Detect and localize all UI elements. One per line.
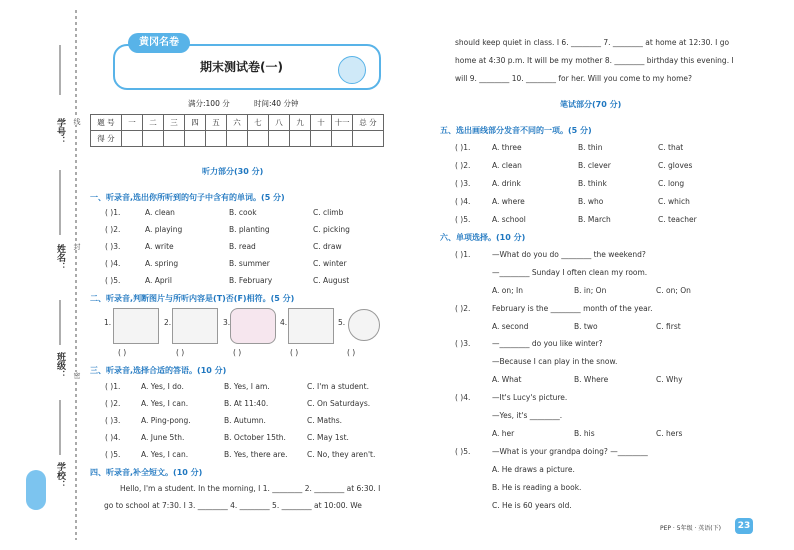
exam-time: 时间:40 分钟 (254, 99, 299, 108)
option-b: B. October 15th. (224, 433, 286, 442)
written-title: 笔试部分(70 分) (560, 100, 622, 109)
option-a: A. Yes, I do. (141, 382, 184, 391)
option-a: A. clean (492, 161, 522, 170)
option-a: A. He draws a picture. (492, 465, 575, 474)
option-c: C. that (658, 143, 684, 152)
option-b: B. At 11:40. (224, 399, 269, 408)
option-b: B. He is reading a book. (492, 483, 582, 492)
passage-line: will 9. ________ 10. ________ for her. Will you come to my home? (455, 74, 692, 83)
score-input-cell[interactable] (206, 131, 227, 147)
answer-blank[interactable]: ( ) (176, 348, 185, 357)
q-number: ( )1. (105, 208, 121, 217)
option-c: C. I'm a student. (307, 382, 370, 391)
q-number: ( )3. (105, 242, 121, 251)
mascot-pencil-icon (26, 470, 46, 510)
q-number: ( )3. (455, 339, 471, 348)
option-a: A. playing (145, 225, 183, 234)
q-number: ( )4. (105, 433, 121, 442)
rabbit-mascot-icon (338, 56, 366, 84)
score-cell: 四 (185, 115, 206, 131)
score-input-cell[interactable] (185, 131, 206, 147)
option-c: C. climb (313, 208, 344, 217)
option-c: C. gloves (658, 161, 693, 170)
question-line: February is the ________ month of the year. (492, 304, 653, 313)
q-number: ( )4. (105, 259, 121, 268)
q-number: ( )2. (455, 304, 471, 313)
q-number: ( )1. (455, 143, 471, 152)
full-score: 满分:100 分 (188, 99, 230, 108)
picture-girl-winter-icon (230, 308, 276, 344)
score-table (90, 114, 384, 147)
exam-title: 期末测试卷(一) (200, 60, 283, 74)
brand-badge: 黄冈名卷 (128, 33, 190, 53)
option-a: A. What (492, 375, 522, 384)
question-line: —________ do you like winter? (492, 339, 603, 348)
option-c: C. He is 60 years old. (492, 501, 572, 510)
option-c: C. Maths. (307, 416, 343, 425)
option-a: A. Yes, I can. (141, 399, 189, 408)
option-c: C. teacher (658, 215, 697, 224)
q-number: ( )5. (105, 276, 121, 285)
score-cell: 八 (269, 115, 290, 131)
pic-number: 2. (164, 318, 172, 327)
option-c: C. hers (656, 429, 683, 438)
option-b: B. who (578, 197, 604, 206)
score-cell: 三 (164, 115, 185, 131)
listening-title: 听力部分(30 分) (202, 167, 264, 176)
option-c: C. long (658, 179, 685, 188)
option-b: B. think (578, 179, 607, 188)
question-line: —Because I can play in the snow. (492, 357, 618, 366)
score-cell: 二 (143, 115, 164, 131)
seal-secret-mark: 密 (73, 372, 81, 379)
score-input-cell[interactable] (332, 131, 353, 147)
score-input-cell[interactable] (164, 131, 185, 147)
score-input-cell[interactable] (269, 131, 290, 147)
page-number: 23 (735, 518, 753, 534)
option-a: A. school (492, 215, 526, 224)
q-number: ( )1. (455, 250, 471, 259)
option-a: A. three (492, 143, 522, 152)
option-a: A. clean (145, 208, 175, 217)
class-label: 班级： (55, 352, 65, 379)
q-number: ( )4. (455, 393, 471, 402)
score-cell: 六 (227, 115, 248, 131)
answer-blank[interactable]: ( ) (290, 348, 299, 357)
score-input-cell[interactable] (143, 131, 164, 147)
section4-heading: 四、听录音,补全短文。(10 分) (90, 468, 203, 477)
option-a: A. June 5th. (141, 433, 185, 442)
option-b: B. planting (229, 225, 270, 234)
option-b: B. Where (574, 375, 609, 384)
option-c: C. picking (313, 225, 350, 234)
score-cell: 七 (248, 115, 269, 131)
q-number: ( )1. (105, 382, 121, 391)
score-cell: 九 (290, 115, 311, 131)
option-b: B. Yes, there are. (224, 450, 288, 459)
question-line: —It's Lucy's picture. (492, 393, 568, 402)
binding-lines (0, 0, 82, 550)
picture-reading-bed-icon (288, 308, 334, 344)
option-c: C. which (658, 197, 690, 206)
q-number: ( )3. (105, 416, 121, 425)
passage-line: should keep quiet in class. I 6. ________ 7. ________ at home at 12:30. I go (455, 38, 730, 47)
score-cell: 五 (206, 115, 227, 131)
score-input-cell[interactable] (353, 131, 384, 147)
score-table-header-row (91, 115, 384, 131)
option-b: B. in; On (574, 286, 607, 295)
answer-blank[interactable]: ( ) (347, 348, 356, 357)
q-number: ( )4. (455, 197, 471, 206)
q-number: ( )5. (455, 215, 471, 224)
option-b: B. summer (229, 259, 270, 268)
section1-heading: 一、听录音,选出你所听到的句子中含有的单词。(5 分) (90, 193, 285, 202)
option-a: A. April (145, 276, 172, 285)
seal-seal-mark: 封 (73, 243, 81, 250)
option-b: B. Yes, I am. (224, 382, 270, 391)
option-a: A. drink (492, 179, 521, 188)
option-b: B. read (229, 242, 256, 251)
answer-blank[interactable]: ( ) (233, 348, 242, 357)
score-cell: 题 号 (91, 115, 122, 131)
section3-heading: 三、听录音,选择合适的答语。(10 分) (90, 366, 227, 375)
picture-people-climbing-icon (172, 308, 218, 344)
score-input-cell[interactable] (290, 131, 311, 147)
pic-number: 5. (338, 318, 346, 327)
option-c: C. May 1st. (307, 433, 349, 442)
score-input-cell[interactable] (311, 131, 332, 147)
option-b: B. March (578, 215, 611, 224)
passage-line: go to school at 7:30. I 3. ________ 4. ________ 5. ________ at 10:00. We (104, 501, 362, 510)
passage-line: Hello, I'm a student. In the morning, I 1. ________ 2. ________ at 6:30. I (120, 484, 381, 493)
name-label: 姓名： (55, 244, 65, 271)
school-label: 学校： (55, 462, 65, 489)
q-number: ( )2. (455, 161, 471, 170)
question-line: —Yes, it's ________. (492, 411, 563, 420)
option-a: A. spring (145, 259, 179, 268)
option-a: A. write (145, 242, 174, 251)
q-number: ( )3. (455, 179, 471, 188)
q-number: ( )2. (105, 399, 121, 408)
seal-line-mark: 线 (73, 118, 81, 125)
option-a: A. Yes, I can. (141, 450, 189, 459)
section2-heading: 二、听录音,判断图片与所听内容是(T)否(F)相符。(5 分) (90, 294, 295, 303)
question-line: —________ Sunday I often clean my room. (492, 268, 648, 277)
option-b: B. cook (229, 208, 257, 217)
score-cell: 总 分 (353, 115, 384, 131)
option-c: C. draw (313, 242, 342, 251)
option-c: C. Why (656, 375, 683, 384)
pic-number: 3. (223, 318, 231, 327)
pic-number: 4. (280, 318, 288, 327)
score-cell: 一 (122, 115, 143, 131)
section5-heading: 五、选出画线部分发音不同的一项。(5 分) (440, 126, 592, 135)
option-a: A. her (492, 429, 515, 438)
option-a: A. second (492, 322, 529, 331)
option-c: C. on; On (656, 286, 691, 295)
score-cell: 十 (311, 115, 332, 131)
score-cell: 十一 (332, 115, 353, 131)
section6-heading: 六、单项选择。(10 分) (440, 233, 526, 242)
option-b: B. his (574, 429, 595, 438)
option-a: A. where (492, 197, 525, 206)
option-b: B. February (229, 276, 273, 285)
option-c: C. On Saturdays. (307, 399, 371, 408)
q-number: ( )5. (105, 450, 121, 459)
picture-quiet-face-icon (348, 309, 380, 341)
option-c: C. first (656, 322, 681, 331)
option-b: B. thin (578, 143, 603, 152)
question-line: —What do you do ________ the weekend? (492, 250, 646, 259)
option-a: A. on; In (492, 286, 523, 295)
score-row-label: 得 分 (91, 131, 122, 147)
score-input-cell[interactable] (248, 131, 269, 147)
picture-boy-cleaning-icon (113, 308, 159, 344)
score-table-input-row (91, 131, 384, 147)
footer-text: PEP · 5年级 · 英语(下) (660, 525, 721, 532)
option-b: B. two (574, 322, 598, 331)
answer-blank[interactable]: ( ) (118, 348, 127, 357)
option-b: B. Autumn. (224, 416, 266, 425)
q-number: ( )2. (105, 225, 121, 234)
option-a: A. Ping-pong. (141, 416, 191, 425)
option-c: C. No, they aren't. (307, 450, 376, 459)
binding-strip (0, 0, 82, 550)
student-id-label: 学号： (55, 118, 65, 145)
passage-line: home at 4:30 p.m. It will be my mother 8. ________ birthday this evening. I (455, 56, 734, 65)
score-input-cell[interactable] (122, 131, 143, 147)
question-line: —What is your grandpa doing? —________ (492, 447, 648, 456)
option-b: B. clever (578, 161, 611, 170)
score-input-cell[interactable] (227, 131, 248, 147)
q-number: ( )5. (455, 447, 471, 456)
pic-number: 1. (104, 318, 112, 327)
option-c: C. August (313, 276, 350, 285)
option-c: C. winter (313, 259, 347, 268)
